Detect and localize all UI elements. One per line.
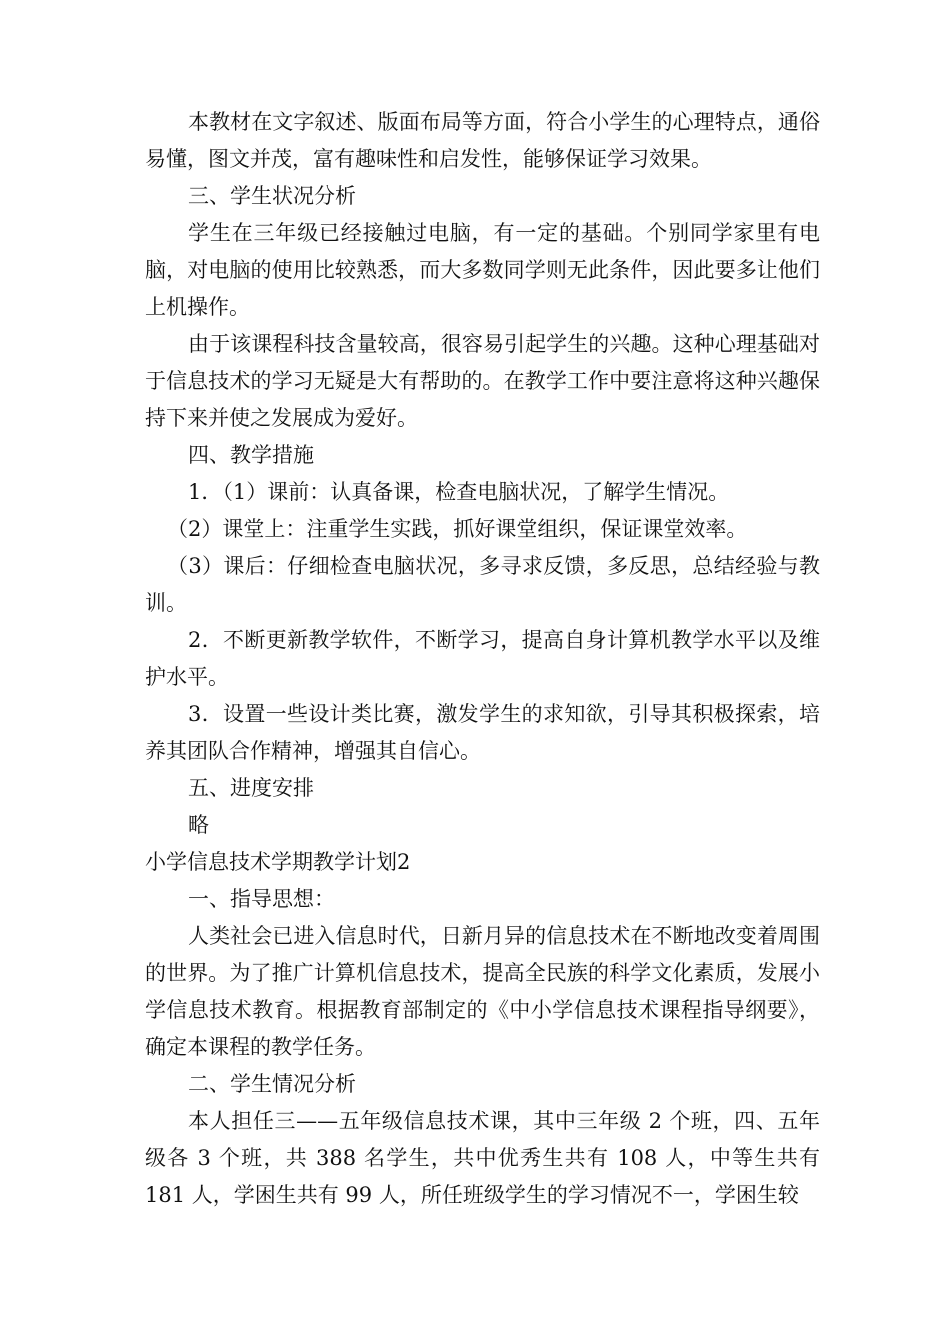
paragraph-textbook-features: 本教材在文字叙述、版面布局等方面，符合小学生的心理特点，通俗易懂，图文并茂，富有趣味性和启发性，能够保证学习效果。 — [145, 110, 820, 171]
heading-student-situation-analysis: 二、学生情况分析 — [188, 1072, 356, 1096]
list-item-measure-in-class: （2）课堂上：注重学生实践，抓好课堂组织，保证课堂效率。 — [167, 517, 748, 541]
heading-teaching-measures: 四、教学措施 — [188, 443, 314, 467]
list-item-measure-2: 2．不断更新教学软件，不断学习，提高自身计算机教学水平以及维护水平。 — [145, 628, 820, 689]
document-title-plan-2: 小学信息技术学期教学计划2 — [145, 850, 411, 874]
heading-guiding-ideology: 一、指导思想： — [188, 887, 335, 911]
heading-student-status-analysis: 三、学生状况分析 — [188, 184, 356, 208]
paragraph-student-interest: 由于该课程科技含量较高，很容易引起学生的兴趣。这种心理基础对于信息技术的学习无疑是大有帮助的。在教学工作中要注意将这种兴趣保持下来并使之发展成为爱好。 — [145, 332, 820, 430]
document-body — [145, 104, 820, 1214]
heading-schedule: 五、进度安排 — [188, 776, 314, 800]
paragraph-student-computer-basis: 学生在三年级已经接触过电脑，有一定的基础。个别同学家里有电脑，对电脑的使用比较熟悉，而大多数同学则无此条件，因此要多让他们上机操作。 — [145, 221, 820, 319]
paragraph-class-statistics: 本人担任三——五年级信息技术课，其中三年级 2 个班，四、五年级各 3 个班，共 388 名学生，共中优秀生共有 108 人，中等生共有 181 人，学困生共有 99 人，所任班级学生的学习情况不一，学困生较 — [145, 1109, 820, 1207]
list-item-measure-1-before-class: 1．（1）课前：认真备课，检查电脑状况，了解学生情况。 — [188, 480, 730, 504]
paragraph-schedule-omitted: 略 — [188, 813, 209, 837]
list-item-measure-3: 3．设置一些设计类比赛，激发学生的求知欲，引导其积极探索，培养其团队合作精神，增强其自信心。 — [145, 702, 820, 763]
list-item-measure-after-class: （3）课后：仔细检查电脑状况，多寻求反馈，多反思，总结经验与教训。 — [145, 554, 820, 615]
paragraph-information-age: 人类社会已进入信息时代，日新月异的信息技术在不断地改变着周围的世界。为了推广计算机信息技术，提高全民族的科学文化素质，发展小学信息技术教育。根据教育部制定的《中小学信息技术课程指导纲要》，确定本课程的教学任务。 — [145, 924, 820, 1059]
